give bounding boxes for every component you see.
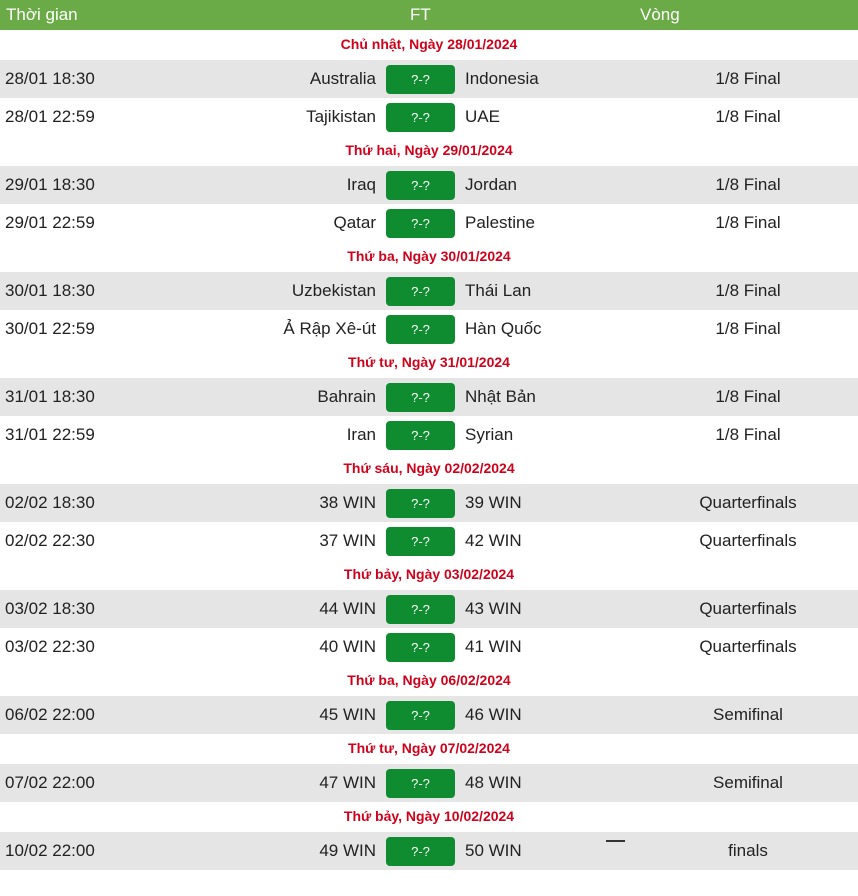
match-time: 06/02 22:00 — [5, 705, 95, 724]
match-round: 1/8 Final — [715, 69, 781, 88]
day-header: Thứ ba, Ngày 06/02/2024 — [0, 666, 858, 696]
match-row[interactable] — [0, 832, 858, 870]
match-round: 1/8 Final — [715, 425, 781, 444]
home-team[interactable]: 45 WIN — [319, 705, 376, 724]
match-row[interactable] — [0, 310, 858, 348]
match-round: Quarterfinals — [699, 637, 797, 656]
score-button[interactable]: ?-? — [386, 837, 455, 866]
home-team[interactable]: Qatar — [333, 213, 376, 232]
match-row[interactable] — [0, 590, 858, 628]
match-row[interactable] — [0, 764, 858, 802]
match-round: 1/8 Final — [715, 175, 781, 194]
away-team[interactable]: Nhật Bản — [465, 387, 536, 406]
match-time: 30/01 18:30 — [5, 281, 95, 300]
score-button[interactable]: ?-? — [386, 209, 455, 238]
match-row[interactable] — [0, 60, 858, 98]
day-header: Thứ bảy, Ngày 10/02/2024 — [0, 802, 858, 832]
match-round: 1/8 Final — [715, 319, 781, 338]
match-round: 1/8 Final — [715, 387, 781, 406]
away-team[interactable]: Thái Lan — [465, 281, 532, 300]
away-team[interactable]: 50 WIN — [465, 841, 522, 860]
away-team[interactable]: Hàn Quốc — [465, 319, 542, 338]
match-time: 29/01 18:30 — [5, 175, 95, 194]
day-header: Thứ tư, Ngày 07/02/2024 — [0, 734, 858, 764]
match-round: 1/8 Final — [715, 281, 781, 300]
away-team[interactable]: Indonesia — [465, 69, 539, 88]
header-round: Vòng — [640, 5, 680, 24]
match-row[interactable] — [0, 166, 858, 204]
match-time: 07/02 22:00 — [5, 773, 95, 792]
away-team[interactable]: 43 WIN — [465, 599, 522, 618]
score-button[interactable]: ?-? — [386, 171, 455, 200]
match-round: Quarterfinals — [699, 493, 797, 512]
match-time: 03/02 22:30 — [5, 637, 95, 656]
home-team[interactable]: 49 WIN — [319, 841, 376, 860]
home-team[interactable]: 47 WIN — [319, 773, 376, 792]
away-team[interactable]: Syrian — [465, 425, 514, 444]
match-time: 29/01 22:59 — [5, 213, 95, 232]
home-team[interactable]: 40 WIN — [319, 637, 376, 656]
match-round: finals — [728, 841, 768, 860]
home-team[interactable]: 38 WIN — [319, 493, 376, 512]
day-header: Thứ tư, Ngày 31/01/2024 — [0, 348, 858, 378]
day-header: Thứ hai, Ngày 29/01/2024 — [0, 136, 858, 166]
match-round: Quarterfinals — [699, 531, 797, 550]
home-team[interactable]: Iraq — [346, 175, 376, 194]
match-time: 28/01 18:30 — [5, 69, 95, 88]
match-time: 03/02 18:30 — [5, 599, 95, 618]
score-button[interactable]: ?-? — [386, 65, 455, 94]
header-time: Thời gian — [6, 5, 78, 24]
home-team[interactable]: Uzbekistan — [291, 281, 376, 300]
home-team[interactable]: 44 WIN — [319, 599, 376, 618]
home-team[interactable]: Ả Rập Xê-út — [283, 319, 376, 338]
match-time: 30/01 22:59 — [5, 319, 95, 338]
schedule-body — [0, 30, 858, 870]
match-round: 1/8 Final — [715, 107, 781, 126]
match-row[interactable] — [0, 204, 858, 242]
match-time: 28/01 22:59 — [5, 107, 95, 126]
away-team[interactable]: 42 WIN — [465, 531, 522, 550]
header-ft: FT — [410, 5, 431, 24]
away-team[interactable]: 46 WIN — [465, 705, 522, 724]
match-time: 02/02 18:30 — [5, 493, 95, 512]
match-round: Semifinal — [713, 773, 783, 792]
match-row[interactable] — [0, 628, 858, 666]
match-time: 31/01 22:59 — [5, 425, 95, 444]
away-team[interactable]: 41 WIN — [465, 637, 522, 656]
match-round: Semifinal — [713, 705, 783, 724]
match-time: 31/01 18:30 — [5, 387, 95, 406]
match-row[interactable] — [0, 98, 858, 136]
score-button[interactable]: ?-? — [386, 383, 455, 412]
score-button[interactable]: ?-? — [386, 103, 455, 132]
day-header: Chủ nhật, Ngày 28/01/2024 — [0, 30, 858, 60]
match-row[interactable] — [0, 416, 858, 454]
match-round: 1/8 Final — [715, 213, 781, 232]
match-row[interactable] — [0, 378, 858, 416]
home-team[interactable]: Iran — [346, 425, 376, 444]
match-row[interactable] — [0, 522, 858, 560]
score-button[interactable]: ?-? — [386, 769, 455, 798]
score-button[interactable]: ?-? — [386, 527, 455, 556]
day-header: Thứ ba, Ngày 30/01/2024 — [0, 242, 858, 272]
score-button[interactable]: ?-? — [386, 421, 455, 450]
home-team[interactable]: Australia — [309, 69, 376, 88]
loading-bar-icon — [606, 840, 625, 842]
match-row[interactable] — [0, 484, 858, 522]
away-team[interactable]: Jordan — [465, 175, 517, 194]
match-row[interactable] — [0, 696, 858, 734]
score-button[interactable]: ?-? — [386, 489, 455, 518]
match-time: 02/02 22:30 — [5, 531, 95, 550]
home-team[interactable]: Tajikistan — [306, 107, 376, 126]
score-button[interactable]: ?-? — [386, 595, 455, 624]
away-team[interactable]: Palestine — [465, 213, 535, 232]
table-header — [0, 0, 858, 30]
score-button[interactable]: ?-? — [386, 633, 455, 662]
score-button[interactable]: ?-? — [386, 277, 455, 306]
day-header: Thứ sáu, Ngày 02/02/2024 — [0, 454, 858, 484]
home-team[interactable]: Bahrain — [317, 387, 376, 406]
away-team[interactable]: UAE — [465, 107, 500, 126]
score-button[interactable]: ?-? — [386, 315, 455, 344]
away-team[interactable]: 39 WIN — [465, 493, 522, 512]
match-time: 10/02 22:00 — [5, 841, 95, 860]
day-header: Thứ bảy, Ngày 03/02/2024 — [0, 560, 858, 590]
score-button[interactable]: ?-? — [386, 701, 455, 730]
match-row[interactable] — [0, 272, 858, 310]
home-team[interactable]: 37 WIN — [319, 531, 376, 550]
away-team[interactable]: 48 WIN — [465, 773, 522, 792]
match-round: Quarterfinals — [699, 599, 797, 618]
